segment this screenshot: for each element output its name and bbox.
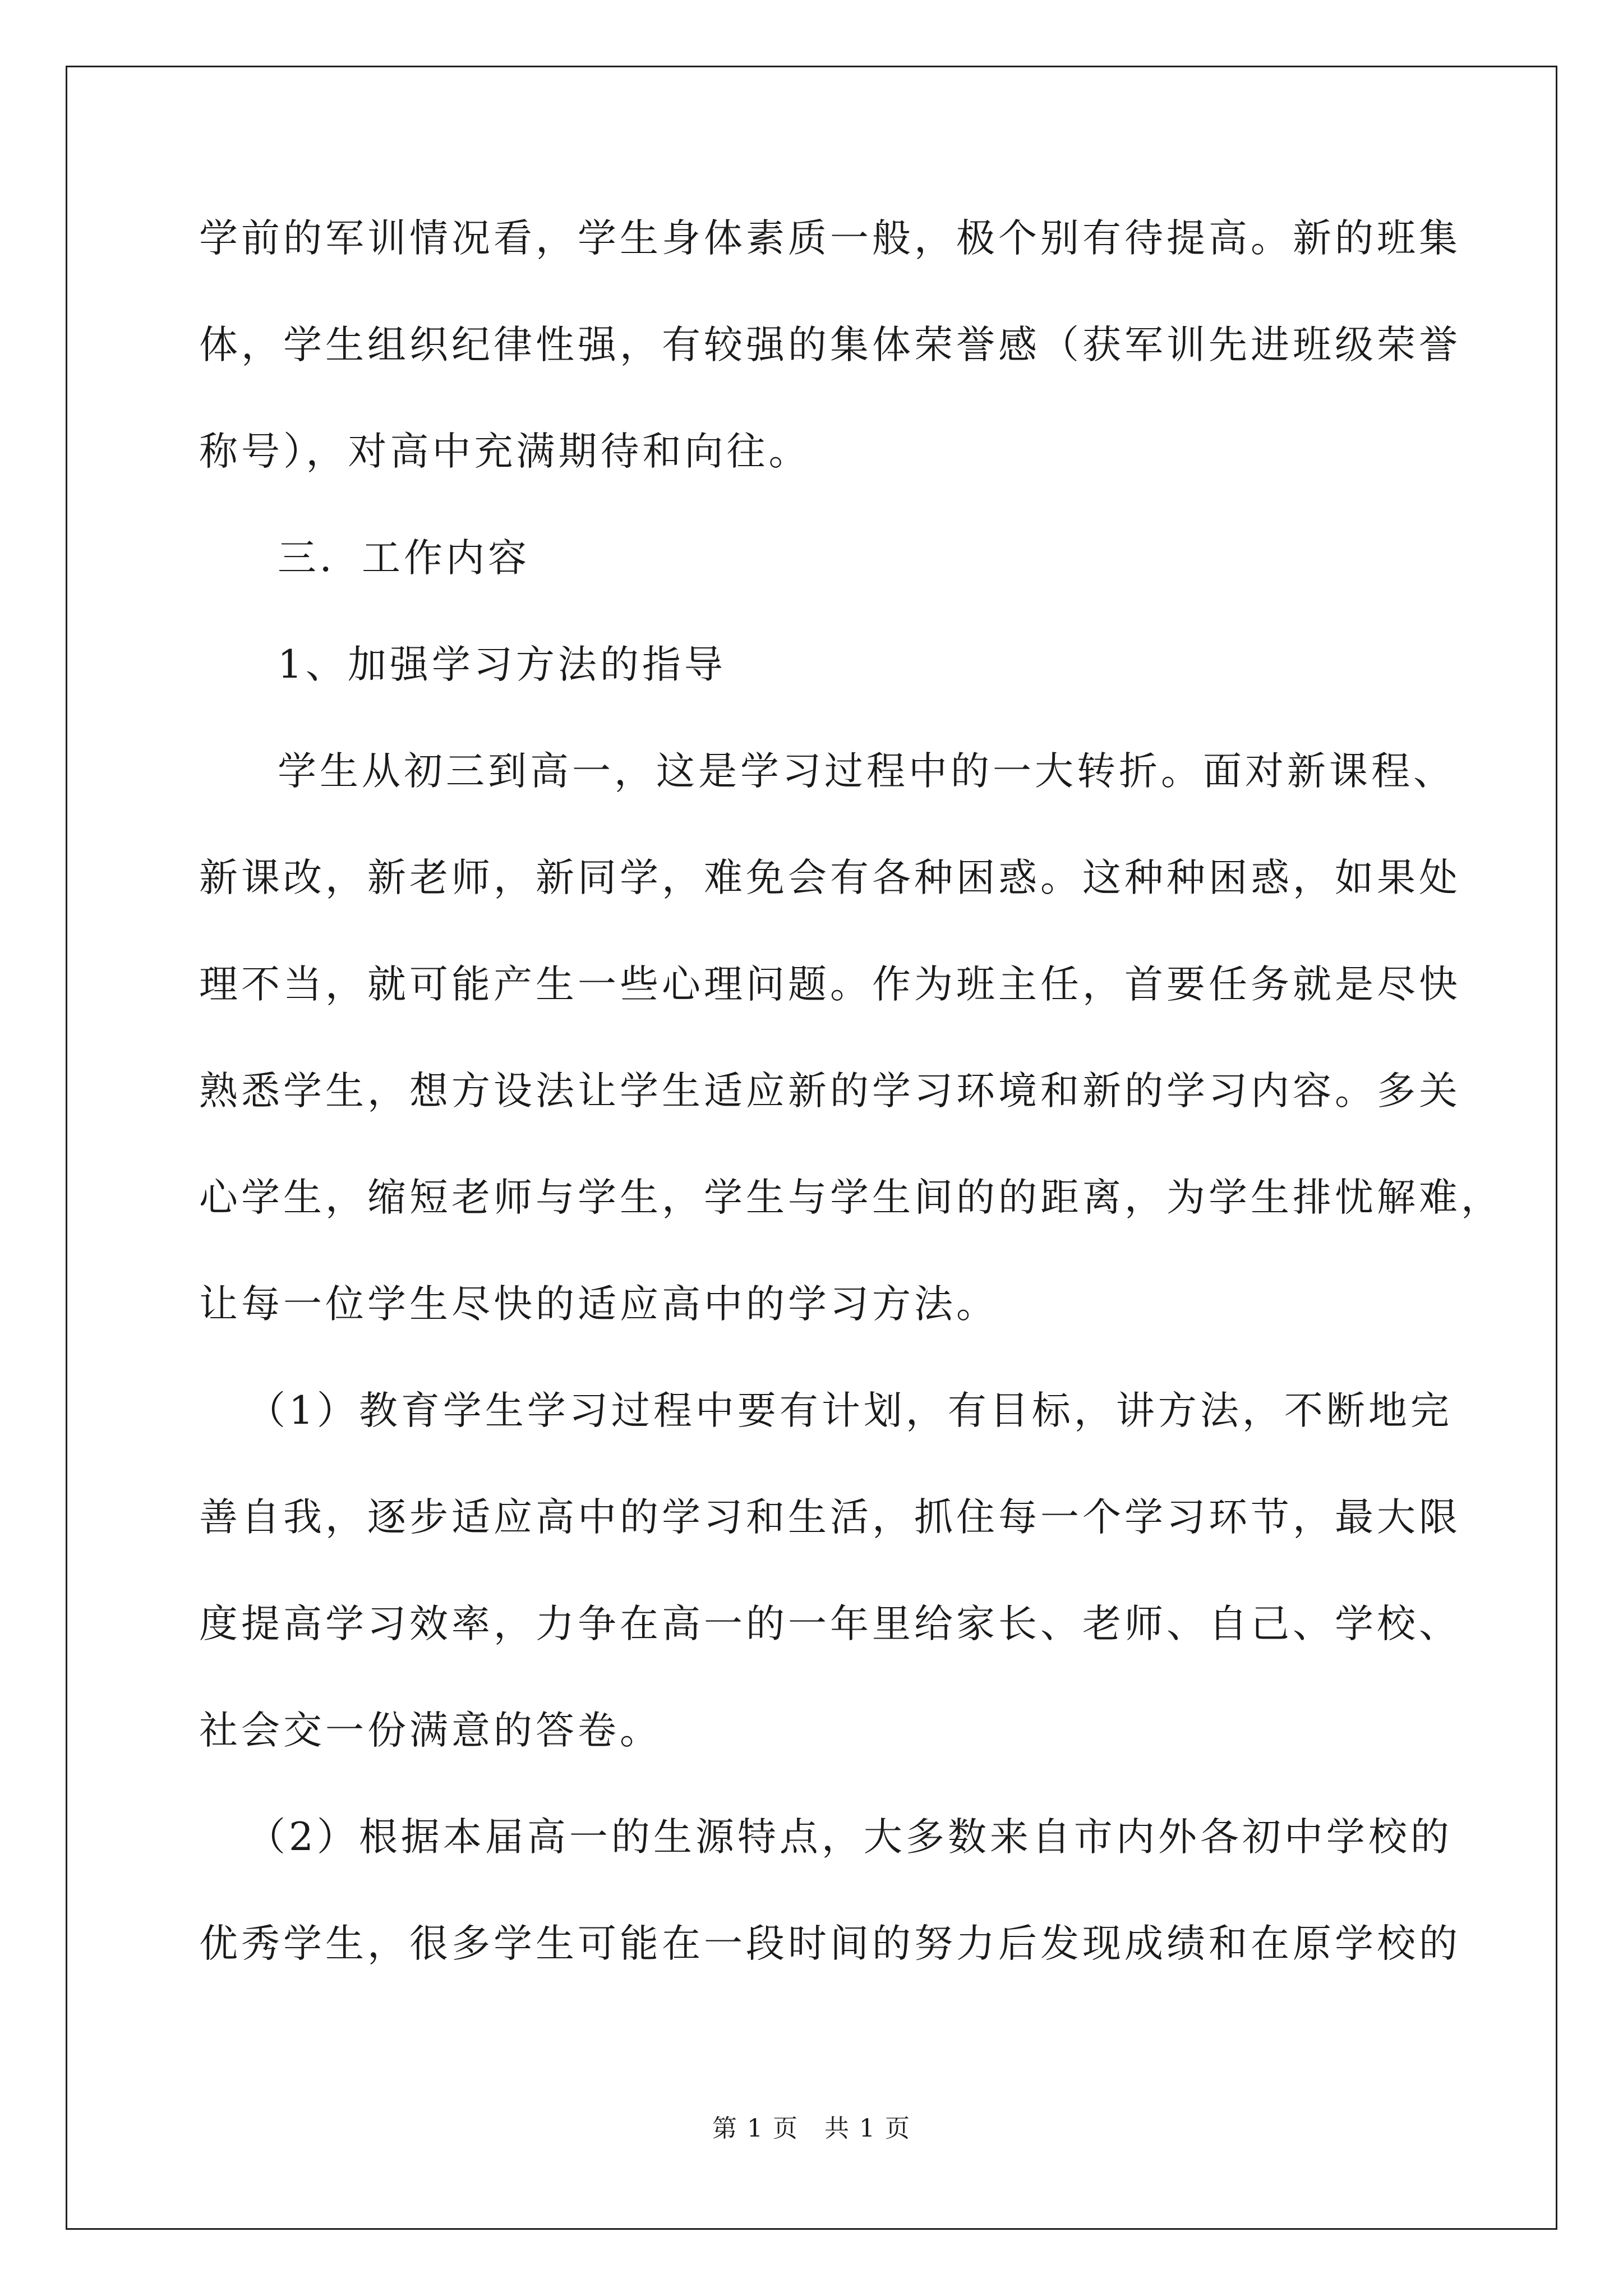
section-heading: 三．工作内容	[278, 536, 530, 581]
text-line: （2）根据本届高一的生源特点，大多数来自市内外各初中学校的	[247, 1815, 1453, 1860]
page-border	[66, 66, 1557, 2230]
subsection-heading: 1、加强学习方法的指导	[278, 642, 726, 687]
text-line: 熟悉学生，想方设法让学生适应新的学习环境和新的学习内容。多关	[199, 1069, 1461, 1114]
page-number: 第 1 页 共 1 页	[712, 2114, 911, 2143]
text-line: 优秀学生，很多学生可能在一段时间的努力后发现成绩和在原学校的	[199, 1921, 1461, 1966]
text-line: 度提高学习效率，力争在高一的一年里给家长、老师、自己、学校、	[199, 1602, 1461, 1646]
text-line: 理不当，就可能产生一些心理问题。作为班主任，首要任务就是尽快	[199, 962, 1461, 1007]
text-line: 体，学生组织纪律性强，有较强的集体荣誉感（获军训先进班级荣誉	[199, 323, 1461, 367]
text-line: 社会交一份满意的答卷。	[199, 1708, 662, 1753]
text-line: 学前的军训情况看，学生身体素质一般，极个别有待提高。新的班集	[199, 216, 1461, 261]
text-line: 让每一位学生尽快的适应高中的学习方法。	[199, 1282, 998, 1327]
text-line: 新课改，新老师，新同学，难免会有各种困惑。这种种困惑，如果处	[199, 855, 1461, 900]
text-line: 学生从初三到高一，这是学习过程中的一大转折。面对新课程、	[278, 749, 1455, 794]
text-line: （1）教育学生学习过程中要有计划，有目标，讲方法，不断地完	[247, 1388, 1453, 1433]
text-line: 善自我，逐步适应高中的学习和生活，抓住每一个学习环节，最大限	[199, 1495, 1461, 1540]
text-line: 心学生，缩短老师与学生，学生与学生间的的距离，为学生排忧解难，	[199, 1175, 1503, 1220]
text-line: 称号），对高中充满期待和向往。	[199, 429, 811, 474]
